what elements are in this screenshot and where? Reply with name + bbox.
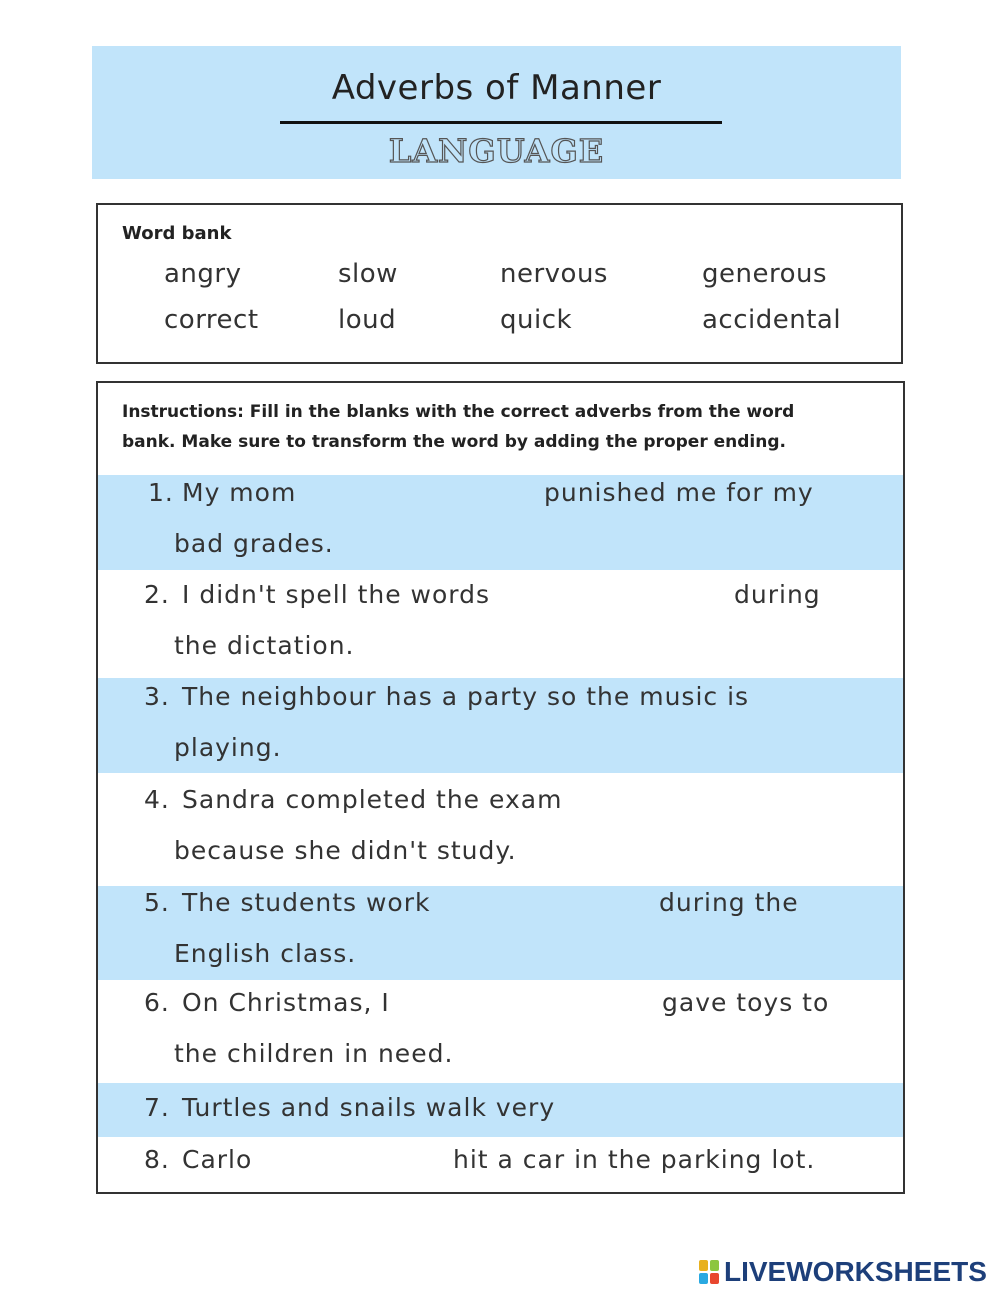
question-continuation: playing.	[174, 733, 282, 762]
question-number: 8.	[144, 1145, 170, 1174]
word-bank-word: quick	[500, 305, 573, 335]
word-bank-word: nervous	[500, 259, 608, 289]
question-text-after: during	[734, 580, 821, 609]
question-text-before: The students work	[182, 888, 431, 917]
question-number: 2.	[144, 580, 170, 609]
question-continuation: English class.	[174, 939, 357, 968]
question-text-after: during the	[659, 888, 799, 917]
page-subtitle: LANGUAGE	[388, 132, 605, 170]
question-text-before: Carlo	[182, 1145, 253, 1174]
word-bank-word: loud	[338, 305, 397, 335]
question-number: 5.	[144, 888, 170, 917]
word-bank-word: generous	[702, 259, 828, 289]
question-number: 6.	[144, 988, 170, 1017]
question-row	[98, 678, 903, 773]
question-continuation: because she didn't study.	[174, 836, 517, 865]
word-bank-title: Word bank	[122, 223, 232, 244]
question-continuation: bad grades.	[174, 529, 334, 558]
question-text-after: gave toys to	[662, 988, 830, 1017]
liveworksheets-logo-icon	[699, 1259, 721, 1285]
question-text-before: Turtles and snails walk very	[182, 1093, 556, 1122]
title-divider	[280, 121, 722, 124]
question-row	[98, 1083, 903, 1137]
word-bank-word: angry	[164, 259, 242, 289]
question-text-before: Sandra completed the exam	[182, 785, 563, 814]
question-row	[98, 1137, 903, 1192]
question-row	[98, 773, 903, 886]
word-bank-box	[96, 203, 903, 364]
word-bank-word: slow	[338, 259, 398, 289]
instructions-line: bank. Make sure to transform the word by adding the proper ending.	[122, 432, 786, 452]
page-title: Adverbs of Manner	[331, 68, 662, 108]
liveworksheets-logo	[699, 1256, 987, 1292]
instructions	[122, 397, 842, 457]
question-continuation: the dictation.	[174, 631, 355, 660]
question-text-after: punished me for my	[544, 478, 814, 507]
instructions-line: Instructions: Fill in the blanks with the correct adverbs from the word	[122, 402, 795, 422]
question-text-before: My mom	[182, 478, 297, 507]
question-text-before: On Christmas, I	[182, 988, 390, 1017]
question-number: 3.	[144, 682, 170, 711]
question-text-after: hit a car in the parking lot.	[453, 1145, 816, 1174]
question-row	[98, 570, 903, 678]
word-bank-word: accidental	[702, 305, 842, 335]
exercise-box	[96, 381, 905, 1194]
liveworksheets-brand: LIVEWORKSHEETS	[724, 1256, 987, 1287]
question-row	[98, 886, 903, 980]
question-text-before: I didn't spell the words	[182, 580, 491, 609]
question-continuation: the children in need.	[174, 1039, 454, 1068]
title-banner	[92, 46, 901, 179]
word-bank-word: correct	[164, 305, 259, 335]
question-row	[98, 980, 903, 1083]
question-number: 4.	[144, 785, 170, 814]
question-number: 7.	[144, 1093, 170, 1122]
question-text-before: The neighbour has a party so the music is	[182, 682, 750, 711]
question-row	[98, 475, 903, 570]
question-number: 1.	[148, 478, 174, 507]
